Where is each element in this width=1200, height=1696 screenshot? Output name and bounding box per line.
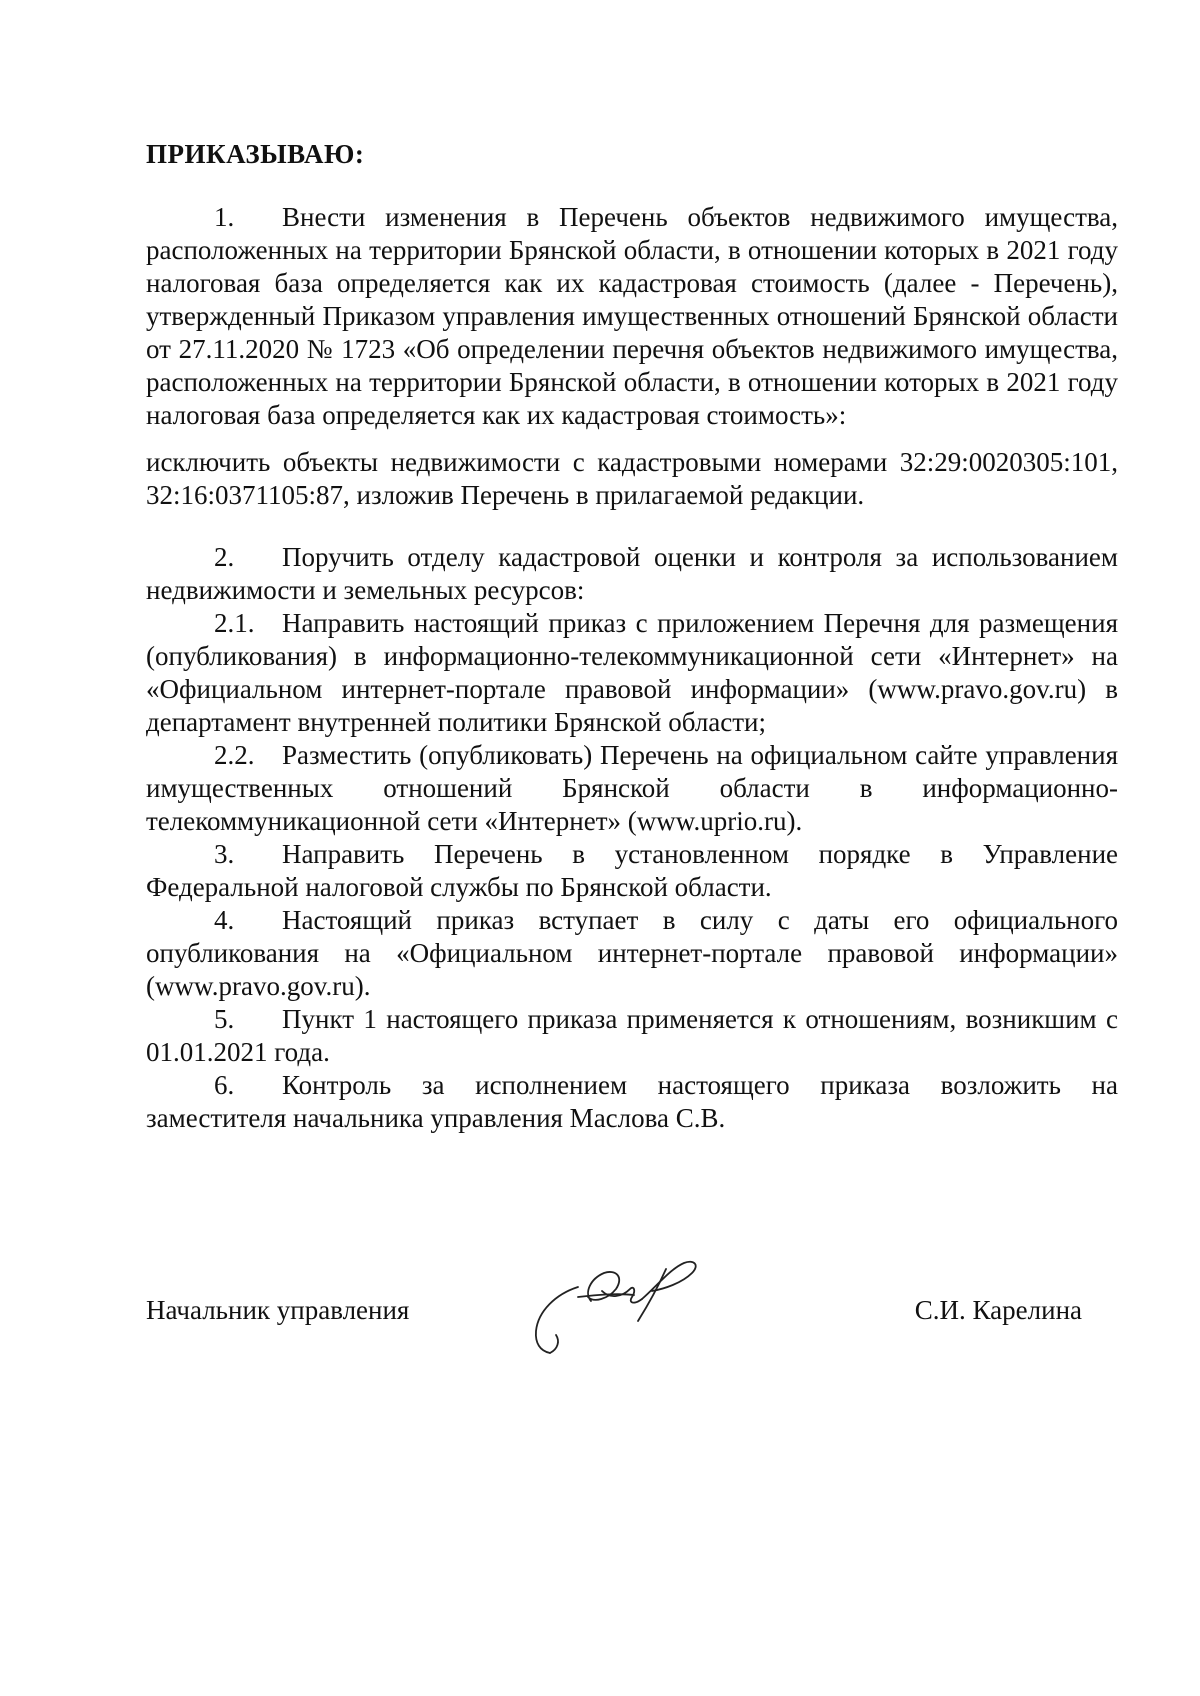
- document-body: [146, 138, 1118, 1135]
- order-heading: ПРИКАЗЫВАЮ:: [146, 139, 365, 169]
- item-2-number: 2.: [214, 542, 235, 572]
- item-1-text: Внести изменения в Перечень объектов недвижимого имущества, расположенных на территории Брянской области, в отношении которых в 2021 году налоговая база определяется как их кадастровая стоимость (далее - Перечень), утвержденный Приказом управления имущественных отношений Брянской области от 27.11.2020 № 1723 «Об определении перечня объектов недвижимого имущества, расположенных на территории Брянской области, в отношении которых в 2021 году налоговая база определяется как их кадастровая стоимость»:: [146, 202, 1118, 430]
- item-6-number: 6.: [214, 1070, 235, 1100]
- item-2-2-text: Разместить (опубликовать) Перечень на официальном сайте управления имущественных отношений Брянской области в информационно-телекоммуникационной сети «Интернет» (www.uprio.ru).: [146, 740, 1118, 836]
- item-3-number: 3.: [214, 839, 235, 869]
- item-2-text: Поручить отделу кадастровой оценки и контроля за использованием недвижимости и земельных ресурсов:: [146, 542, 1118, 605]
- signatory-name: С.И. Карелина: [914, 1295, 1082, 1325]
- item-2-2: [146, 739, 1118, 838]
- item-6-text: Контроль за исполнением настоящего приказа возложить на заместителя начальника управления Маслова С.В.: [146, 1070, 1118, 1133]
- item-2-1-number: 2.1.: [214, 608, 255, 638]
- handwritten-signature-icon: [516, 1239, 716, 1369]
- item-1-detail: исключить объекты недвижимости с кадастровыми номерами 32:29:0020305:101, 32:16:0371105:87, изложив Перечень в прилагаемой редакции.: [146, 447, 1118, 510]
- item-2: [146, 541, 1118, 607]
- item-6: [146, 1069, 1118, 1135]
- item-4-number: 4.: [214, 905, 235, 935]
- item-4: [146, 904, 1118, 1003]
- item-2-2-number: 2.2.: [214, 740, 255, 770]
- item-5-number: 5.: [214, 1004, 235, 1034]
- item-3: [146, 838, 1118, 904]
- item-2-1: [146, 607, 1118, 739]
- item-5: [146, 1003, 1118, 1069]
- item-2-1-text: Направить настоящий приказ с приложением Перечня для размещения (опубликования) в информационно-телекоммуникационной сети «Интернет» на «Официальном интернет-портале правовой информации» (www.pravo.gov.ru) в департамент внутренней политики Брянской области;: [146, 608, 1118, 737]
- item-4-text: Настоящий приказ вступает в силу с даты его официального опубликования на «Официальном интернет-портале правовой информации» (www.pravo.gov.ru).: [146, 905, 1118, 1001]
- item-3-text: Направить Перечень в установленном порядке в Управление Федеральной налоговой службы по Брянской области.: [146, 839, 1118, 902]
- item-1-number: 1.: [214, 202, 235, 232]
- item-5-text: Пункт 1 настоящего приказа применяется к отношениям, возникшим с 01.01.2021 года.: [146, 1004, 1118, 1067]
- signature-block: [146, 1267, 1082, 1387]
- item-1: [146, 201, 1118, 432]
- signatory-title: Начальник управления: [146, 1295, 410, 1325]
